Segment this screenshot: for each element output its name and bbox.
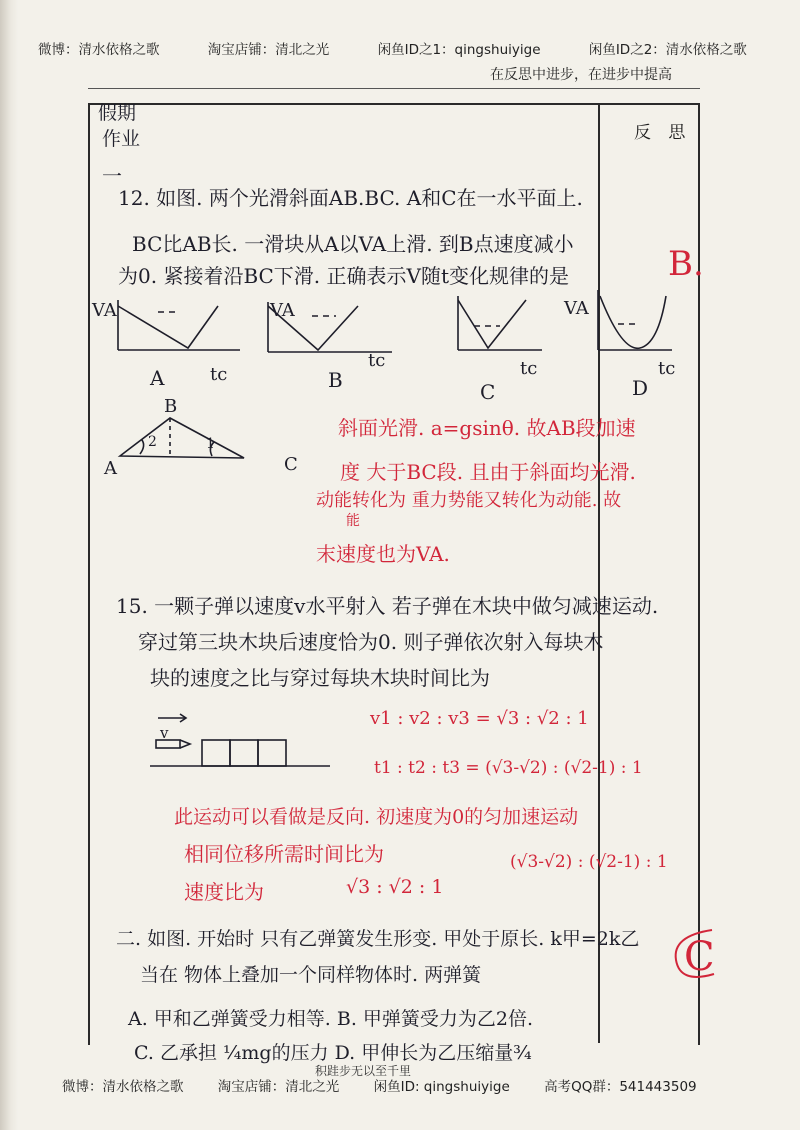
triangle-vertex-b: B	[164, 396, 178, 417]
q15-answer-velocity: v1 : v2 : v3 = √3 : √2 : 1	[370, 708, 589, 729]
graph-d	[598, 290, 672, 350]
q12-answer: B.	[668, 244, 704, 284]
section-two-line4: C. 乙承担 ¼mg的压力 D. 甲伸长为乙压缩量¾	[134, 1042, 532, 1064]
left-header-line1: 假期	[98, 102, 137, 124]
q15-solution-line1: 此运动可以看做是反向. 初速度为0的匀加速运动	[174, 806, 579, 828]
footer-contacts	[62, 1075, 697, 1095]
header-taobao: 淘宝店铺：清北之光	[207, 42, 330, 58]
triangle-vertex-c: C	[284, 454, 298, 475]
graph-d-axis-v: VA	[564, 298, 589, 319]
section-two-answer: C	[684, 934, 715, 980]
q12-line2: BC比AB长. 一滑块从A以VA上滑. 到B点速度减小	[132, 232, 574, 256]
q12-solution-line1: 斜面光滑. a=gsinθ. 故AB段加速	[338, 416, 636, 440]
reflection-header: 反 思	[634, 123, 692, 143]
triangle-vertex-a: A	[104, 458, 117, 479]
section-two-line1: 二. 如图. 开始时 只有乙弹簧发生形变. 甲处于原长. k甲=2k乙	[116, 928, 640, 950]
left-header-line2: 作业	[102, 128, 141, 150]
graph-c-axis-t: tc	[520, 358, 538, 379]
option-d-label: D	[632, 376, 649, 400]
section-two-line3: A. 甲和乙弹簧受力相等. B. 甲弹簧受力为乙2倍.	[128, 1008, 534, 1030]
option-b-label: B	[328, 368, 343, 392]
graph-b-axis-t: tc	[368, 350, 386, 371]
graph-a	[118, 300, 240, 350]
q15-solution-time-ratio: (√3-√2) : (√2-1) : 1	[510, 852, 668, 872]
header-xianyu2: 闲鱼ID之2：清水依格之歌	[588, 42, 747, 58]
option-c-label: C	[480, 380, 496, 404]
triangle-angle-1: 1	[206, 436, 215, 452]
q12-solution-correction: 能	[346, 513, 360, 529]
graph-c	[458, 296, 542, 350]
q15-line1: 15. 一颗子弹以速度v水平射入 若子弹在木块中做匀减速运动.	[116, 594, 659, 618]
q12-solution-line4: 末速度也为VA.	[316, 542, 450, 566]
section-one-label: 一	[102, 164, 122, 188]
graph-b-axis-v: VA	[270, 300, 295, 321]
section-two-line2: 当在 物体上叠加一个同样物体时. 两弹簧	[140, 964, 482, 986]
header-motto: 在反思中进步，在进步中提高	[490, 67, 672, 83]
graph-a-axis-t: tc	[210, 364, 228, 385]
triangle-angle-2: 2	[148, 434, 157, 450]
graph-a-axis-v: VA	[92, 300, 117, 321]
q15-line2: 穿过第三块木块后速度恰为0. 则子弹依次射入每块木	[138, 630, 604, 654]
q12-solution-line2: 度 大于BC段. 且由于斜面均光滑.	[340, 460, 636, 484]
footer-xianyu: 闲鱼ID: qingshuiyige	[373, 1079, 510, 1095]
graph-d-axis-t: tc	[658, 358, 676, 379]
q15-answer-time: t1 : t2 : t3 = (√3-√2) : (√2-1) : 1	[374, 758, 643, 778]
bullet-velocity-label: v	[160, 724, 169, 742]
q12-line3: 为0. 紧接着沿BC下滑. 正确表示V随t变化规律的是	[118, 264, 570, 288]
q15-solution-line3: 速度比为	[184, 880, 264, 904]
incline-triangle	[120, 418, 244, 458]
footer-motto: 积跬步无以至千里	[315, 1064, 412, 1078]
q15-solution-speed-ratio: √3 : √2 : 1	[346, 876, 444, 898]
bullet-diagram	[150, 714, 330, 766]
header-weibo: 微博：清水依格之歌	[38, 42, 160, 58]
footer-taobao: 淘宝店铺：清北之光	[217, 1079, 340, 1095]
q12-solution-line3: 动能转化为 重力势能又转化为动能. 故	[316, 490, 622, 511]
q15-solution-line2: 相同位移所需时间比为	[184, 842, 384, 866]
q12-line1: 12. 如图. 两个光滑斜面AB.BC. A和C在一水平面上.	[118, 186, 583, 210]
q15-line3: 块的速度之比与穿过每块木块时间比为	[150, 666, 490, 690]
footer-weibo: 微博：清水依格之歌	[62, 1079, 184, 1095]
header-xianyu1: 闲鱼ID之1：qingshuiyige	[377, 42, 541, 58]
option-a-label: A	[150, 366, 165, 390]
footer-qq: 高考QQ群：541443509	[544, 1079, 697, 1095]
